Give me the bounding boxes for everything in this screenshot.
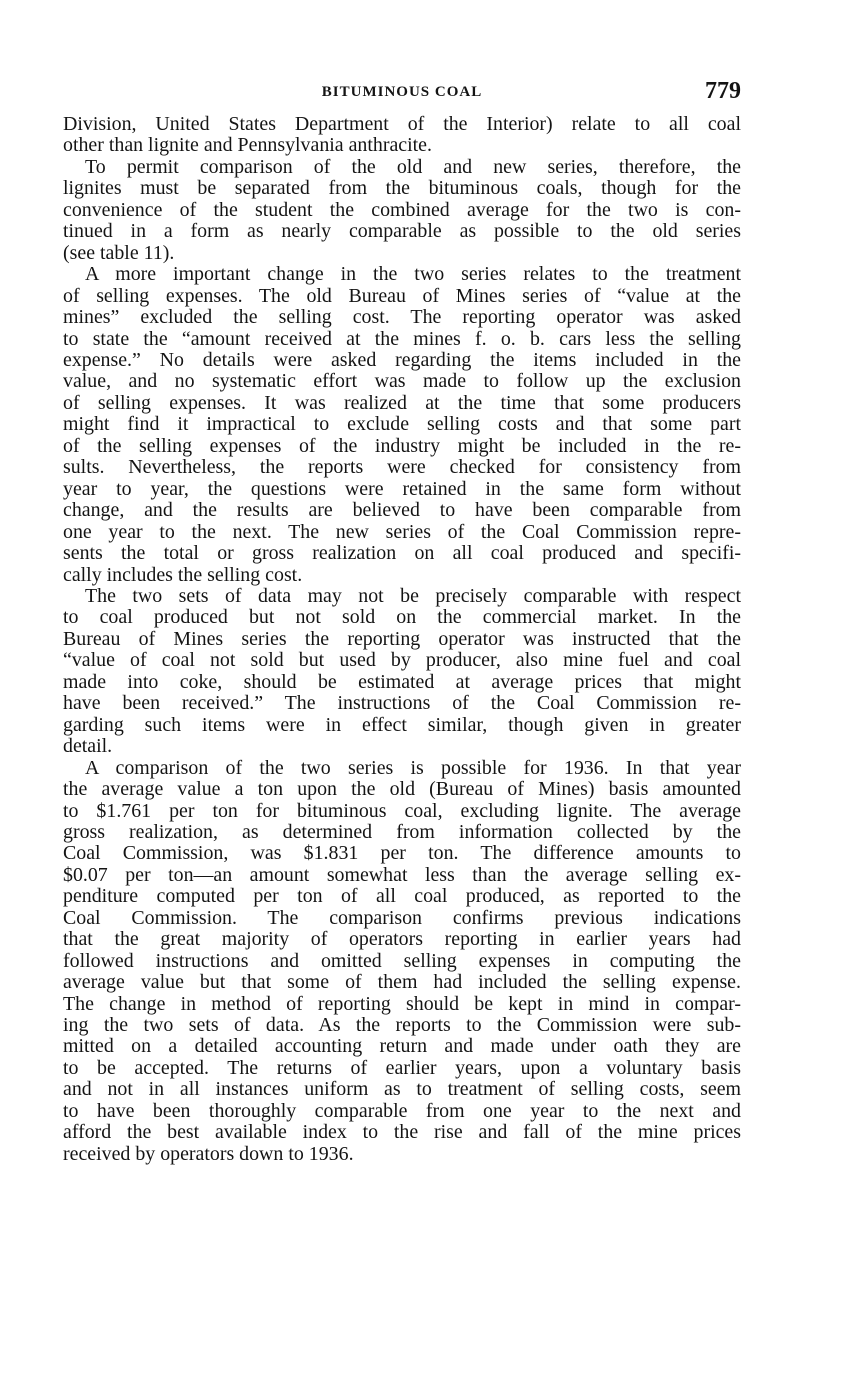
- text-line: to $1.761 per ton for bituminous coal, excluding lignite. The average: [63, 799, 741, 822]
- text-line: of selling expenses. It was realized at the time that some producers: [63, 391, 741, 414]
- text-line: Bureau of Mines series the reporting operator was instructed that the: [63, 627, 741, 650]
- running-head: BITUMINOUS COAL: [321, 84, 483, 100]
- paragraph-3: [63, 264, 741, 586]
- document-page: [63, 78, 741, 1165]
- text-line: followed instructions and omitted selling expenses in computing the: [63, 949, 741, 972]
- text-line: penditure computed per ton of all coal produced, as reported to the: [63, 885, 741, 908]
- text-line: afford the best available index to the rise and fall of the mine prices: [63, 1121, 741, 1144]
- text-line: $0.07 per ton—an amount somewhat less than the average selling ex-: [63, 863, 741, 886]
- text-line: To permit comparison of the old and new series, therefore, the: [85, 155, 741, 178]
- text-line: gross realization, as determined from information collected by the: [63, 820, 741, 843]
- text-line: (see table 11).: [63, 241, 175, 264]
- text-line: tinued in a form as nearly comparable as possible to the old series: [63, 220, 741, 243]
- text-line: value, and no systematic effort was made to follow up the exclusion: [63, 370, 741, 393]
- text-line: of the selling expenses of the industry might be included in the re-: [63, 434, 741, 457]
- text-line: of selling expenses. The old Bureau of Mines series of “value at the: [63, 284, 741, 307]
- text-line: and not in all instances uniform as to treatment of selling costs, seem: [63, 1078, 741, 1101]
- text-line: The two sets of data may not be precisely comparable with respect: [85, 584, 741, 607]
- text-line: Coal Commission. The comparison confirms previous indications: [63, 906, 741, 929]
- text-line: one year to the next. The new series of the Coal Commission repre-: [63, 520, 741, 543]
- text-line: to be accepted. The returns of earlier years, upon a voluntary basis: [63, 1056, 741, 1079]
- page-header: [63, 78, 741, 114]
- text-line: other than lignite and Pennsylvania anthracite.: [63, 134, 432, 157]
- text-line: cally includes the selling cost.: [63, 563, 303, 586]
- page-number: 779: [705, 78, 741, 104]
- text-line: average value but that some of them had included the selling expense.: [63, 971, 741, 994]
- body-text: [63, 114, 741, 1165]
- text-line: mines” excluded the selling cost. The reporting operator was asked: [63, 306, 741, 329]
- paragraph-5: [63, 758, 741, 1166]
- text-line: “value of coal not sold but used by producer, also mine fuel and coal: [63, 649, 741, 672]
- text-line: might find it impractical to exclude selling costs and that some part: [63, 413, 741, 436]
- text-line: lignites must be separated from the bituminous coals, though for the: [63, 177, 741, 200]
- text-line: detail.: [63, 735, 113, 758]
- text-line: made into coke, should be estimated at average prices that might: [63, 670, 741, 693]
- text-line: convenience of the student the combined average for the two is con-: [63, 198, 741, 221]
- text-line: expense.” No details were asked regarding the items included in the: [63, 348, 741, 371]
- text-line: Coal Commission, was $1.831 per ton. The difference amounts to: [63, 842, 741, 865]
- text-line: year to year, the questions were retained in the same form without: [63, 477, 741, 500]
- text-line: sults. Nevertheless, the reports were checked for consistency from: [63, 456, 741, 479]
- text-line: that the great majority of operators reporting in earlier years had: [63, 928, 741, 951]
- text-line: ing the two sets of data. As the reports to the Commission were sub-: [63, 1014, 741, 1037]
- text-line: received by operators down to 1936.: [63, 1142, 354, 1165]
- text-line: sents the total or gross realization on all coal produced and specifi-: [63, 542, 741, 565]
- text-line: have been received.” The instructions of the Coal Commission re-: [63, 692, 741, 715]
- paragraph-2: [63, 157, 741, 264]
- text-line: A comparison of the two series is possible for 1936. In that year: [85, 756, 741, 779]
- text-line: mitted on a detailed accounting return and made under oath they are: [63, 1035, 741, 1058]
- text-line: garding such items were in effect similar, though given in greater: [63, 713, 741, 736]
- paragraph-4: [63, 586, 741, 758]
- text-line: to coal produced but not sold on the commercial market. In the: [63, 606, 741, 629]
- text-line: The change in method of reporting should be kept in mind in compar-: [63, 992, 741, 1015]
- paragraph-1: [63, 114, 741, 157]
- text-line: to have been thoroughly comparable from one year to the next and: [63, 1099, 741, 1122]
- text-line: A more important change in the two series relates to the treatment: [85, 263, 741, 286]
- text-line: to state the “amount received at the mines f. o. b. cars less the selling: [63, 327, 741, 350]
- text-line: change, and the results are believed to have been comparable from: [63, 499, 741, 522]
- text-line: the average value a ton upon the old (Bureau of Mines) basis amounted: [63, 778, 741, 801]
- text-line: Division, United States Department of the Interior) relate to all coal: [63, 113, 741, 135]
